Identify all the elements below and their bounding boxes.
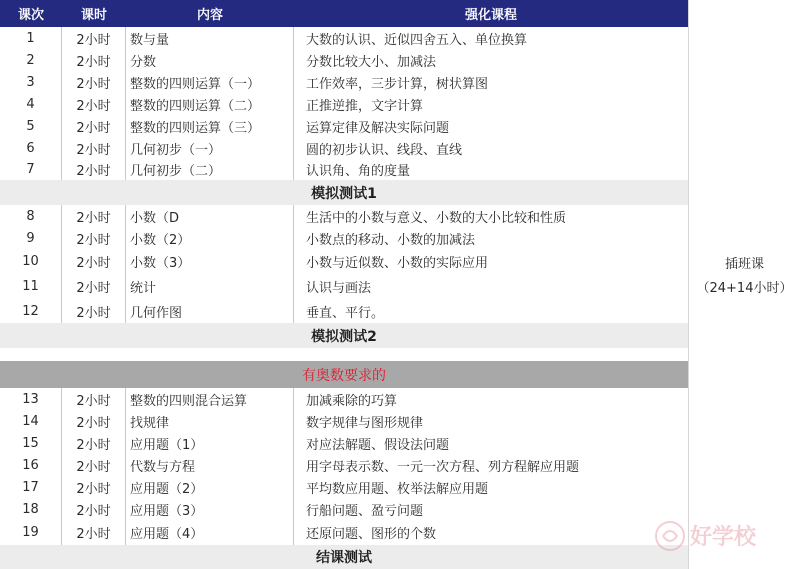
lesson-course: 平均数应用题、枚举法解应用题: [306, 481, 489, 497]
lesson-course: 数字规律与图形规律: [306, 415, 424, 431]
lesson-number: 6: [0, 137, 62, 159]
lesson-number: 11: [0, 274, 62, 299]
table-row: [0, 274, 688, 300]
table-row: [0, 520, 688, 546]
lesson-course: 圆的初步认识、线段、直线: [306, 142, 463, 158]
band-mock-test-2: 模拟测试2: [0, 323, 688, 348]
lesson-number: 8: [0, 205, 62, 227]
lesson-content: 小数（D: [126, 205, 294, 227]
lesson-course: 工作效率，三步计算，树状算图: [306, 76, 489, 92]
table-header: [0, 0, 688, 27]
lesson-course: 小数与近似数、小数的实际应用: [306, 256, 489, 271]
lesson-number: 3: [0, 71, 62, 93]
logo-icon: [650, 508, 800, 564]
lesson-content: 几何初步（一）: [126, 137, 294, 159]
table-row: [0, 432, 688, 455]
table-row: [0, 299, 688, 324]
lesson-number: 2: [0, 49, 62, 71]
lesson-hours: 2小时: [62, 520, 126, 545]
lesson-hours: 2小时: [62, 299, 126, 323]
table-row: [0, 388, 688, 411]
lesson-hours: 2小时: [62, 137, 126, 159]
lesson-number: 7: [0, 159, 62, 180]
lesson-content: 找规律: [126, 410, 294, 432]
lesson-number: 10: [0, 249, 62, 274]
lesson-course: 行船问题、盈亏问题: [306, 503, 424, 519]
header-hours: 课时: [80, 8, 107, 23]
lesson-content: 分数: [126, 49, 294, 71]
lesson-number: 18: [0, 498, 62, 520]
lesson-content: 应用题（3）: [126, 498, 294, 520]
svg-text:好学校: 好学校: [690, 525, 757, 550]
lesson-course: 分数比较大小、加减法: [306, 54, 437, 70]
lesson-course: 垂直、平行。: [306, 305, 385, 321]
lesson-number: 16: [0, 454, 62, 476]
side-subtitle: （24+14小时）: [696, 281, 793, 296]
lesson-hours: 2小时: [62, 454, 126, 476]
table-row: [0, 476, 688, 499]
lesson-content: 应用题（1）: [126, 432, 294, 454]
lesson-course: 小数点的移动、小数的加减法: [306, 232, 476, 248]
table-row: [0, 49, 688, 72]
lesson-course: 加减乘除的巧算: [306, 393, 398, 409]
lesson-number: 14: [0, 410, 62, 432]
lesson-hours: 2小时: [62, 432, 126, 454]
lesson-number: 1: [0, 27, 62, 49]
lesson-content: 整数的四则运算（二）: [126, 93, 294, 115]
lesson-hours: 2小时: [62, 71, 126, 93]
lesson-number: 13: [0, 388, 62, 410]
lesson-hours: 2小时: [62, 476, 126, 498]
side-title: 插班课: [724, 257, 764, 272]
table-row: [0, 137, 688, 160]
lesson-course: 认识角、角的度量: [306, 164, 411, 179]
table-row: [0, 71, 688, 94]
lesson-content: 整数的四则运算（一）: [126, 71, 294, 93]
lesson-content: 统计: [126, 274, 294, 299]
band-mock-test-1: 模拟测试1: [0, 180, 688, 205]
lesson-content: 应用题（4）: [126, 520, 294, 545]
lesson-content: 整数的四则混合运算: [126, 388, 294, 410]
lesson-number: 15: [0, 432, 62, 454]
spacer: [0, 348, 688, 361]
lesson-hours: 2小时: [62, 205, 126, 227]
lesson-hours: 2小时: [62, 388, 126, 410]
lesson-hours: 2小时: [62, 115, 126, 137]
lesson-content: 应用题（2）: [126, 476, 294, 498]
lesson-hours: 2小时: [62, 274, 126, 299]
header-lesson: 课次: [17, 8, 44, 23]
table-row: [0, 498, 688, 521]
header-course: 强化课程: [464, 8, 517, 23]
lesson-hours: 2小时: [62, 498, 126, 520]
lesson-course: 正推逆推，文字计算: [306, 98, 424, 114]
table-row: [0, 27, 688, 50]
lesson-number: 19: [0, 520, 62, 545]
lesson-hours: 2小时: [62, 27, 126, 49]
lesson-content: 几何作图: [126, 299, 294, 323]
lesson-course: 认识与画法: [306, 281, 372, 296]
lesson-course: 运算定律及解决实际问题: [306, 120, 450, 136]
table-row: [0, 454, 688, 477]
lesson-course: 还原问题、图形的个数: [306, 527, 437, 542]
lesson-hours: 2小时: [62, 93, 126, 115]
lesson-content: 代数与方程: [126, 454, 294, 476]
lesson-course: 生活中的小数与意义、小数的大小比较和性质: [306, 210, 567, 226]
table-row: [0, 227, 688, 250]
table-row: [0, 115, 688, 138]
lesson-course: 对应法解题、假设法问题: [306, 437, 450, 453]
lesson-hours: 2小时: [62, 49, 126, 71]
lesson-content: 数与量: [126, 27, 294, 49]
lesson-number: 17: [0, 476, 62, 498]
header-content: 内容: [196, 8, 223, 23]
table-row: [0, 410, 688, 433]
table-row: [0, 205, 688, 228]
table-row: [0, 159, 688, 181]
lesson-hours: 2小时: [62, 159, 126, 180]
side-column: [688, 0, 800, 569]
watermark-logo: [650, 508, 800, 564]
table-row: [0, 249, 688, 275]
lesson-content: 几何初步（二）: [126, 159, 294, 180]
lesson-content: 小数（3）: [126, 249, 294, 274]
lesson-number: 4: [0, 93, 62, 115]
lesson-number: 12: [0, 299, 62, 323]
lesson-hours: 2小时: [62, 227, 126, 249]
lesson-hours: 2小时: [62, 249, 126, 274]
lesson-number: 5: [0, 115, 62, 137]
band-olympiad: 有奥数要求的: [0, 361, 688, 388]
lesson-content: 整数的四则运算（三）: [126, 115, 294, 137]
lesson-hours: 2小时: [62, 410, 126, 432]
lesson-content: 小数（2）: [126, 227, 294, 249]
lesson-number: 9: [0, 227, 62, 249]
band-final-test: 结课测试: [0, 545, 688, 569]
table-row: [0, 93, 688, 116]
lesson-course: 大数的认识、近似四舍五入、单位换算: [306, 32, 528, 48]
lesson-course: 用字母表示数、一元一次方程、列方程解应用题: [306, 459, 580, 475]
